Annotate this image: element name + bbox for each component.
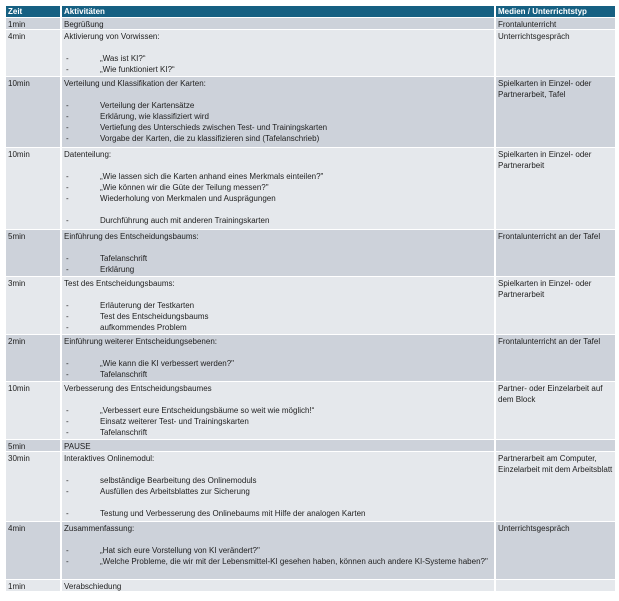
row-media bbox=[496, 440, 615, 451]
row-media bbox=[496, 580, 615, 591]
activity-title: Verabschiedung bbox=[64, 582, 122, 591]
table-row bbox=[6, 452, 615, 522]
row-activity bbox=[62, 452, 496, 521]
table-row bbox=[6, 230, 615, 277]
bullet: - bbox=[66, 370, 69, 379]
activity-title: Zusammenfassung: bbox=[64, 524, 135, 533]
activity-title: Aktivierung von Vorwissen: bbox=[64, 32, 160, 41]
table-row bbox=[6, 522, 615, 580]
row-activity bbox=[62, 335, 496, 381]
row-activity bbox=[62, 522, 496, 579]
activity-title: Interaktives Onlinemodul: bbox=[64, 454, 155, 463]
bullet: - bbox=[66, 312, 69, 321]
table-row bbox=[6, 580, 615, 592]
activity-title: Verbesserung des Entscheidungsbaumes bbox=[64, 384, 212, 393]
row-time: 5min bbox=[6, 440, 62, 451]
lesson-plan-table bbox=[6, 6, 615, 592]
table-row bbox=[6, 148, 615, 230]
row-media: Unterrichtsgespräch bbox=[498, 524, 570, 533]
list-item: - Erläuterung der Testkarten bbox=[66, 301, 195, 310]
list-item: - selbständige Bearbeitung des Onlinemoduls bbox=[66, 476, 257, 485]
bullet: - bbox=[66, 546, 69, 555]
list-item: - „Wie lassen sich die Karten anhand eines Merkmals einteilen?" bbox=[66, 172, 324, 181]
bullet: - bbox=[66, 183, 69, 192]
row-media: Frontalunterricht bbox=[498, 20, 557, 29]
row-media: Spielkarten in Einzel- oder Partnerarbeit, Tafel bbox=[498, 79, 592, 99]
bullet: - bbox=[66, 557, 69, 566]
table-row bbox=[6, 30, 615, 77]
row-time: 1min bbox=[6, 18, 62, 29]
activity-title: Einführung des Entscheidungsbaums: bbox=[64, 232, 199, 241]
header-media: Medien / Unterrichtstyp bbox=[498, 7, 587, 16]
bullet: - bbox=[66, 216, 69, 225]
list-item: - Test des Entscheidungsbaums bbox=[66, 312, 209, 321]
header-activity: Aktivitäten bbox=[62, 6, 496, 17]
list-item: - Vorgabe der Karten, die zu klassifizieren sind (Tafelanschrieb) bbox=[66, 134, 320, 143]
row-activity bbox=[62, 148, 496, 229]
activity-title: PAUSE bbox=[64, 442, 91, 451]
list-item: - Testung und Verbesserung des Onlinebaums mit Hilfe der analogen Karten bbox=[66, 509, 366, 518]
activity-title: Begrüßung bbox=[64, 20, 104, 29]
row-activity bbox=[62, 277, 496, 334]
list-item: - Tafelanschrift bbox=[66, 370, 148, 379]
row-time: 1min bbox=[6, 580, 62, 591]
activity-title: Test des Entscheidungsbaums: bbox=[64, 279, 175, 288]
bullet: - bbox=[66, 172, 69, 181]
list-item: - Erklärung, wie klassifiziert wird bbox=[66, 112, 209, 121]
list-item: - „Wie kann die KI verbessert werden?" bbox=[66, 359, 235, 368]
row-media: Spielkarten in Einzel- oder Partnerarbeit bbox=[498, 150, 592, 170]
bullet: - bbox=[66, 123, 69, 132]
table-row bbox=[6, 335, 615, 382]
list-item: - aufkommendes Problem bbox=[66, 323, 187, 332]
activity-title: Datenteilung: bbox=[64, 150, 112, 159]
activity-title: Einführung weiterer Entscheidungsebenen: bbox=[64, 337, 217, 346]
list-item: - Tafelanschrift bbox=[66, 428, 148, 437]
list-item: - „Was ist KI?“ bbox=[66, 54, 146, 63]
table-row bbox=[6, 18, 615, 30]
bullet: - bbox=[66, 254, 69, 263]
table-row bbox=[6, 277, 615, 335]
bullet: - bbox=[66, 323, 69, 332]
row-time: 10min bbox=[6, 382, 62, 439]
row-media: Frontalunterricht an der Tafel bbox=[498, 232, 601, 241]
bullet: - bbox=[66, 417, 69, 426]
table-row bbox=[6, 77, 615, 148]
bullet: - bbox=[66, 487, 69, 496]
bullet: - bbox=[66, 428, 69, 437]
bullet: - bbox=[66, 65, 69, 74]
row-activity bbox=[62, 230, 496, 276]
bullet: - bbox=[66, 359, 69, 368]
list-item: - Einsatz weiterer Test- und Trainingskarten bbox=[66, 417, 249, 426]
row-media: Frontalunterricht an der Tafel bbox=[498, 337, 601, 346]
activity-title: Verteilung und Klassifikation der Karten: bbox=[64, 79, 206, 88]
list-item: - Wiederholung von Merkmalen und Ausprägungen bbox=[66, 194, 276, 203]
row-time: 2min bbox=[6, 335, 62, 381]
table-header bbox=[6, 6, 615, 18]
row-time: 3min bbox=[6, 277, 62, 334]
bullet: - bbox=[66, 265, 69, 274]
row-activity bbox=[62, 18, 496, 29]
row-media: Unterrichtsgespräch bbox=[498, 32, 570, 41]
bullet: - bbox=[66, 406, 69, 415]
list-item: - „Verbessert eure Entscheidungsbäume so weit wie möglich!“ bbox=[66, 406, 315, 415]
header-time: Zeit bbox=[6, 6, 62, 17]
row-time: 30min bbox=[6, 452, 62, 521]
table-row bbox=[6, 382, 615, 440]
list-item: - Durchführung auch mit anderen Trainingskarten bbox=[66, 216, 270, 225]
row-activity bbox=[62, 30, 496, 76]
row-activity bbox=[62, 440, 496, 451]
row-time: 5min bbox=[6, 230, 62, 276]
list-item: - „Welche Probleme, die wir mit der Lebensmittel-KI gesehen haben, können auch andere KI-Systeme haben?" bbox=[66, 557, 488, 566]
bullet: - bbox=[66, 301, 69, 310]
list-item: - „Wie funktioniert KI?“ bbox=[66, 65, 175, 74]
bullet: - bbox=[66, 54, 69, 63]
list-item: - Tafelanschrift bbox=[66, 254, 148, 263]
list-item: - Verteilung der Kartensätze bbox=[66, 101, 195, 110]
row-activity bbox=[62, 382, 496, 439]
list-item: - Vertiefung des Unterschieds zwischen Test- und Trainingskarten bbox=[66, 123, 328, 132]
list-item: - „Wie können wir die Güte der Teilung messen?" bbox=[66, 183, 269, 192]
list-item: - Ausfüllen des Arbeitsblattes zur Sicherung bbox=[66, 487, 250, 496]
row-activity bbox=[62, 77, 496, 147]
row-activity bbox=[62, 580, 496, 591]
row-time: 4min bbox=[6, 30, 62, 76]
bullet: - bbox=[66, 101, 69, 110]
row-media: Partner- oder Einzelarbeit auf dem Block bbox=[498, 384, 603, 404]
bullet: - bbox=[66, 134, 69, 143]
row-media: Partnerarbeit am Computer, Einzelarbeit mit dem Arbeitsblatt bbox=[498, 454, 613, 474]
bullet: - bbox=[66, 112, 69, 121]
bullet: - bbox=[66, 509, 69, 518]
row-media: Spielkarten in Einzel- oder Partnerarbeit bbox=[498, 279, 592, 299]
row-time: 4min bbox=[6, 522, 62, 579]
list-item: - Erklärung bbox=[66, 265, 135, 274]
row-time: 10min bbox=[6, 77, 62, 147]
bullet: - bbox=[66, 194, 69, 203]
table-row bbox=[6, 440, 615, 452]
list-item: - „Hat sich eure Vorstellung von KI verändert?" bbox=[66, 546, 260, 555]
bullet: - bbox=[66, 476, 69, 485]
row-time: 10min bbox=[6, 148, 62, 229]
